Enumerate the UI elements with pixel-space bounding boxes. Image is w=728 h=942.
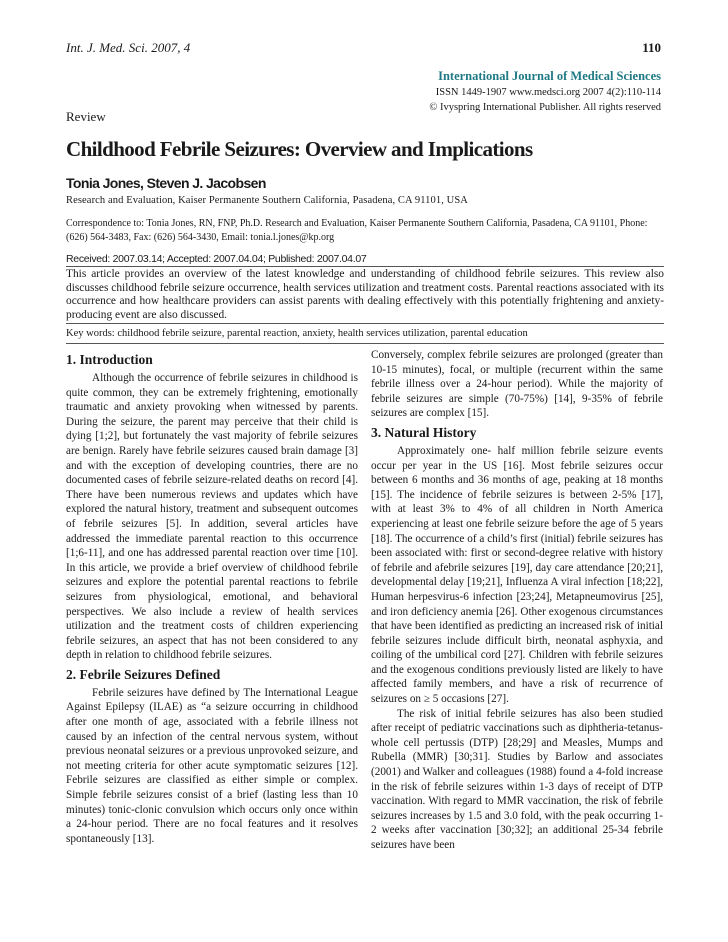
divider <box>66 323 664 324</box>
section-heading-natural-history: 3. Natural History <box>371 424 477 440</box>
body-paragraph: Although the occurrence of febrile seizures in childhood is quite common, they can be extremely frightening, emotionally traumatic and anxiety provoking when witnessed by parents. During the seizure, the parent may perceive that their child is dying [1;2], but fortunately the vast majority of febrile seizures are benign. Rarely have febrile seizures caused brain damage [3] and with the exception of developing countries, there are no documented cases of febrile seizure-related deaths on record [4]. There have been numerous reviews and updates which have explored the natural history, treatment and subsequent outcomes of febrile seizures [5]. In addition, several articles have addressed the immediate parental reaction to this occurrence [1;6-11], and one has addressed parental reaction over time [10]. In this article, we provide a brief overview of childhood febrile seizures and explore the potential parental reactions to febrile seizures from physiological, emotional, and behavioral perspectives. We also include a review of health services utilization and the treatment costs of children experiencing febrile seizures, an aspect that has not been considered to any depth in relation to childhood febrile seizures. <box>66 372 358 662</box>
section-heading-introduction: 1. Introduction <box>66 352 153 367</box>
journal-masthead <box>429 68 661 115</box>
abstract: This article provides an overview of the latest knowledge and understanding of childhood febrile seizures. This review also discusses childhood febrile seizure occurrence, health services utilization and treatment costs. Parental reactions associated with its occurrence and how healthcare providers can assist parents with dealing effectively with this potentially frightening and anxiety-producing event are also discussed. <box>66 268 664 321</box>
body-paragraph: The risk of initial febrile seizures has also been studied after receipt of pediatric vaccinations such as diphtheria-tetanus-whole cell pertussis (DTP) [28;29] and Measles, Mumps and Rubella (MMR) [30;31]. Studies by Barlow and associates (2001) and Walker and colleagues (1988) found a 4-fold increase in the risk of febrile seizures within 1-3 days of receipt of DTP vaccination. With regard to MMR vaccination, the risk of febrile seizures increases by 1.5 and 3.0 fold, with the peak occurring 1-2 weeks after vaccination [30;32]; an additional 25-34 febrile seizures have been <box>371 707 663 851</box>
issn-line: ISSN 1449-1907 www.medsci.org 2007 4(2):110-114 <box>435 87 661 98</box>
article-type: Review <box>66 109 106 124</box>
body-column-left <box>66 348 358 846</box>
body-paragraph: Febrile seizures have defined by The International League Against Epilepsy (ILAE) as “a seizure occurring in childhood after one month of age, associated with a febrile illness not caused by an infection of the central nervous system, without previous neonatal seizures or a previous unprovoked seizure, and not meeting criteria for other acute symptomatic seizures [12]. Febrile seizures are classified as either simple or complex. Simple febrile seizures consist of a brief (lasting less than 10 minutes) tonic-clonic convulsion which occurs only once within a 24-hour period. There are no focal features and it resolves spontaneously [13]. <box>66 686 358 845</box>
page-number: 110 <box>642 40 661 55</box>
divider <box>66 266 664 267</box>
author-affiliation: Research and Evaluation, Kaiser Permanente Southern California, Pasadena, CA 91101, USA <box>66 195 468 206</box>
section-heading-febrile-seizures-defined: 2. Febrile Seizures Defined <box>66 666 221 682</box>
body-column-right <box>371 348 663 853</box>
copyright-line: © Ivyspring International Publisher. All rights reserved <box>429 102 661 113</box>
article-title: Childhood Febrile Seizures: Overview and Implications <box>66 137 533 161</box>
divider <box>66 343 664 344</box>
author-list: Tonia Jones, Steven J. Jacobsen <box>66 175 266 191</box>
journal-citation: Int. J. Med. Sci. 2007, 4 <box>66 40 191 55</box>
journal-name: International Journal of Medical Sciences <box>438 69 661 83</box>
publication-dates: Received: 2007.03.14; Accepted: 2007.04.04; Published: 2007.04.07 <box>66 253 367 265</box>
journal-reference <box>66 40 190 56</box>
keywords: Key words: childhood febrile seizure, parental reaction, anxiety, health services utilization, parental education <box>66 328 528 339</box>
body-paragraph: Conversely, complex febrile seizures are prolonged (greater than 10-15 minutes), focal, or multiple (recurrent within the same febrile illness over a 24-hour period). While the majority of febrile seizures are simple (70-75%) [14], 9-35% of febrile seizures are complex [15]. <box>371 349 663 420</box>
correspondence-info: Correspondence to: Tonia Jones, RN, FNP, Ph.D. Research and Evaluation, Kaiser Permanente Southern California, Pasadena, CA 91101, Phone: (626) 564-3483, Fax: (626) 564-3430, Email: tonia.l.jones@kp.org <box>66 218 648 243</box>
body-paragraph: Approximately one- half million febrile seizure events occur per year in the US [16]. Most febrile seizures occur between 6 months and 36 months of age, peaking at 18 months [15]. The incidence of febrile seizures is between 2-5% [17], with at least 3% to 4% of all children in North America experiencing at least one febrile seizure before the age of 5 years [18]. The occurrence of a child’s first (initial) febrile seizures has been associated with: first or second-degree relative with history of febrile and afebrile seizures [19], day care attendance [20;21], developmental delay [19;21], Influenza A viral infection [18;22], Human herpesvirus-6 infection [23;24], Metapneumovirus [25], and iron deficiency anemia [26]. Other exogenous circumstances that have been identified as predicting an increased risk of initial febrile seizures include difficult birth, neonatal asphyxia, and coiling of the umbilical cord [27]. Children with febrile seizures and the exogenous conditions previously listed are likely to have affected family members, and have a risk of recurrence of seizures on ≥ 5 occasions [27]. <box>371 444 663 706</box>
